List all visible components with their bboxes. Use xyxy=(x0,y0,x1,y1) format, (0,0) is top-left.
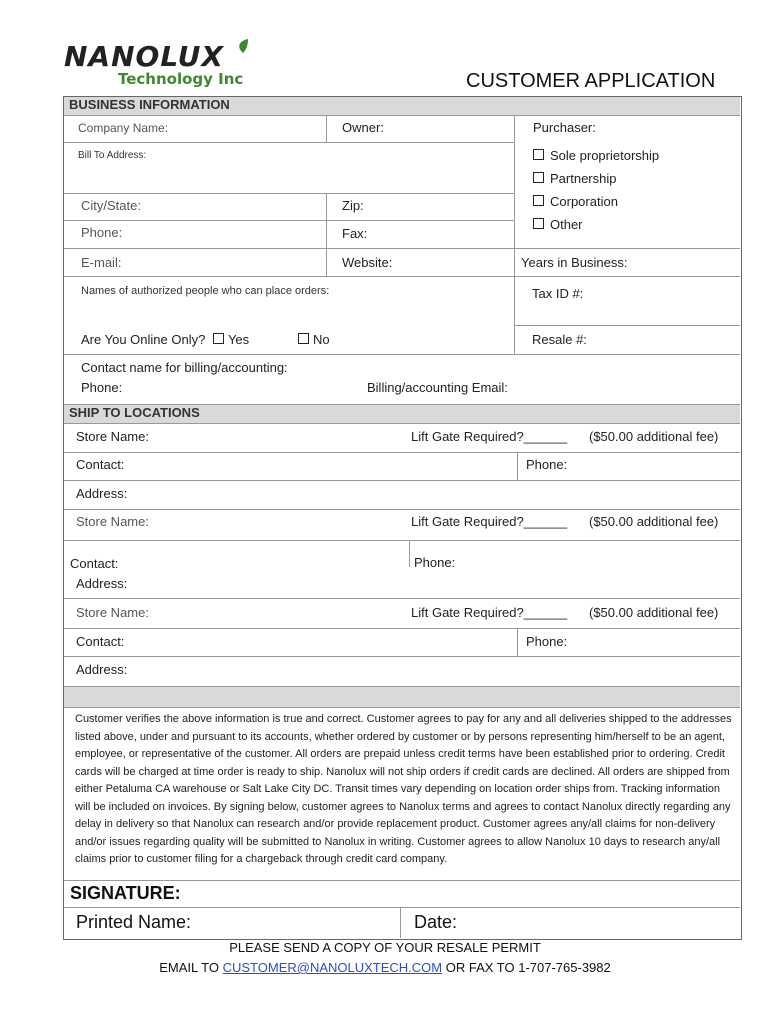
divider xyxy=(409,541,410,567)
fax-label: Fax: xyxy=(342,226,368,241)
years-in-business-label: Years in Business: xyxy=(521,255,628,270)
entity-option-other[interactable] xyxy=(533,217,583,232)
printed-name-label: Printed Name: xyxy=(76,912,192,932)
divider xyxy=(517,628,518,656)
entity-option-corporation[interactable] xyxy=(533,194,618,209)
signature-label: SIGNATURE: xyxy=(70,883,181,903)
online-only-question xyxy=(81,332,249,347)
zip-label: Zip: xyxy=(342,198,364,213)
divider xyxy=(64,880,740,881)
ship-to-header: SHIP TO LOCATIONS xyxy=(64,405,740,424)
resale-label: Resale #: xyxy=(532,332,587,347)
purchaser-label: Purchaser: xyxy=(533,120,596,135)
date-label: Date: xyxy=(414,912,458,932)
entity-option-label: Sole proprietorship xyxy=(550,148,660,163)
phone-label: Phone: xyxy=(526,457,568,472)
fax-text: OR FAX TO 1-707-765-3982 xyxy=(445,960,611,975)
entity-option-label: Other xyxy=(550,217,583,232)
contact-label: Contact: xyxy=(76,457,125,472)
billing-email-label: Billing/accounting Email: xyxy=(367,380,508,395)
divider xyxy=(326,193,327,276)
billing-contact-label: Contact name for billing/accounting: xyxy=(81,360,288,375)
store-name-label: Store Name: xyxy=(76,605,149,620)
email-label: E-mail: xyxy=(81,255,122,270)
divider xyxy=(326,116,327,142)
online-yes-label: Yes xyxy=(227,332,250,347)
divider xyxy=(64,220,514,221)
lift-gate-fee: ($50.00 additional fee) xyxy=(589,429,719,444)
online-yes-checkbox[interactable] xyxy=(213,333,224,344)
entity-option-label: Partnership xyxy=(550,171,617,186)
divider xyxy=(517,452,518,480)
website-label: Website: xyxy=(342,255,393,270)
phone-label: Phone: xyxy=(414,555,456,570)
checkbox[interactable] xyxy=(533,218,544,229)
entity-option-label: Corporation xyxy=(550,194,618,209)
business-info-header: BUSINESS INFORMATION xyxy=(64,97,740,116)
section-spacer-bar xyxy=(64,687,740,708)
divider xyxy=(64,598,740,599)
contact-line xyxy=(0,960,770,975)
online-no-checkbox[interactable] xyxy=(298,333,309,344)
divider xyxy=(64,656,740,657)
lift-gate-label: Lift Gate Required?______ xyxy=(411,429,568,444)
owner-label: Owner: xyxy=(342,120,384,135)
terms-paragraph: Customer verifies the above information is true and correct. Customer agrees to pay for any and all deliveries shipped to the addresses listed above, under and pursuant to its accounts, whether ordered by customer or by persons representing him/herself to be an agent, employee, or representative of the customer. All orders are prepaid unless credit terms have been established prior to ordering. Credit cards will be charged at time order is ready to ship. Nanolux will not ship orders if credit cards are declined. All orders are shipped from either Petaluma CA warehouse or Salt Lake City DC. Transit times vary depending on location order ships from. Tracking information will be included on invoices. By signing below, customer agrees to Nanolux terms and agrees to contact Nanolux directly regarding any delay in delivery so that Nanolux can research and/or provide replacement product. Customer agrees any/all claims for non-delivery and/or issues regarding quality will be submitted to Nanolux in writing. Customer agrees to allow Nanolux 10 days to research any/all claims prior to customer filing for a chargeback through credit card company. xyxy=(75,713,732,865)
divider xyxy=(64,480,740,481)
lift-gate-label: Lift Gate Required?______ xyxy=(411,605,568,620)
leaf-icon xyxy=(236,38,250,54)
contact-label: Contact: xyxy=(70,556,119,571)
logo-wordmark: NANOLUX xyxy=(64,40,224,73)
online-only-label: Are You Online Only? xyxy=(81,332,206,347)
email-link[interactable]: CUSTOMER@NANOLUXTECH.COM xyxy=(222,960,443,975)
document-title: CUSTOMER APPLICATION xyxy=(466,70,716,92)
divider xyxy=(64,509,740,510)
contact-label: Contact: xyxy=(76,634,125,649)
divider xyxy=(64,540,740,541)
resale-permit-note: PLEASE SEND A COPY OF YOUR RESALE PERMIT xyxy=(229,940,541,955)
divider xyxy=(64,907,740,908)
address-label: Address: xyxy=(76,486,128,501)
bill-to-label: Bill To Address: xyxy=(78,150,147,161)
checkbox[interactable] xyxy=(533,195,544,206)
checkbox[interactable] xyxy=(533,172,544,183)
divider xyxy=(64,276,740,277)
divider xyxy=(64,193,514,194)
phone-label: Phone: xyxy=(526,634,568,649)
authorized-people-label: Names of authorized people who can place orders: xyxy=(81,285,330,297)
entity-option-sole[interactable] xyxy=(533,148,659,163)
divider xyxy=(64,248,740,249)
email-prefix: EMAIL TO xyxy=(159,960,219,975)
lift-gate-label: Lift Gate Required?______ xyxy=(411,514,568,529)
city-state-label: City/State: xyxy=(81,198,141,213)
store-name-label: Store Name: xyxy=(76,514,149,529)
address-label: Address: xyxy=(76,662,128,677)
divider xyxy=(514,325,740,326)
divider xyxy=(64,142,514,143)
billing-phone-label: Phone: xyxy=(81,380,123,395)
divider xyxy=(400,907,401,938)
online-no-label: No xyxy=(313,332,330,347)
tax-id-label: Tax ID #: xyxy=(532,286,584,301)
lift-gate-fee: ($50.00 additional fee) xyxy=(589,605,719,620)
divider xyxy=(64,628,740,629)
divider xyxy=(64,452,740,453)
divider xyxy=(64,354,740,355)
store-name-label: Store Name: xyxy=(76,429,149,444)
company-name-label: Company Name: xyxy=(78,121,169,135)
logo-subtitle: Technology Inc xyxy=(118,70,244,88)
checkbox[interactable] xyxy=(533,149,544,160)
divider xyxy=(514,116,515,354)
address-label: Address: xyxy=(76,576,128,591)
online-no-option[interactable] xyxy=(298,332,330,347)
lift-gate-fee: ($50.00 additional fee) xyxy=(589,514,719,529)
phone-label: Phone: xyxy=(81,225,123,240)
company-logo xyxy=(64,40,264,88)
entity-option-partnership[interactable] xyxy=(533,171,616,186)
